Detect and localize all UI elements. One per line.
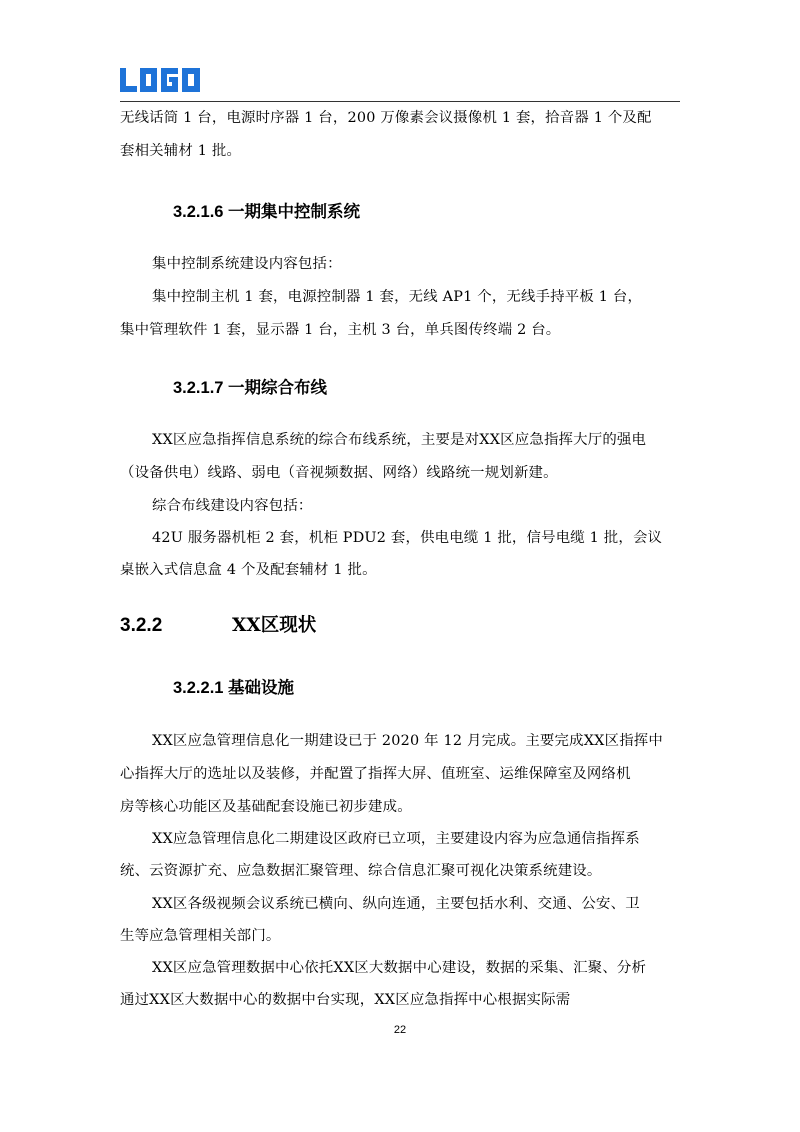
paragraph-line: 42U 服务器机柜 2 套，机柜 PDU2 套，供电电缆 1 批，信号电缆 1 批，会议 (152, 530, 663, 546)
paragraph-line: 套相关辅材 1 批。 (120, 143, 242, 159)
paragraph-line: 集中控制系统建设内容包括： (152, 256, 342, 272)
paragraph-line: 统、云资源扩充、应急数据汇聚管理、综合信息汇聚可视化决策系统建设。 (120, 863, 602, 879)
paragraph-line: XX应急管理信息化二期建设区政府已立项，主要建设内容为应急通信指挥系 (152, 831, 640, 847)
paragraph-line: 无线话筒 1 台，电源时序器 1 台，200 万像素会议摄像机 1 套，拾音器 1 个及配 (120, 110, 652, 126)
paragraph-line: XX区应急管理信息化一期建设已于 2020 年 12 月完成。主要完成XX区指挥中 (152, 733, 663, 749)
heading-3-2-2-number: 3.2.2 (120, 615, 163, 636)
paragraph-line: 生等应急管理相关部门。 (120, 928, 281, 944)
paragraph-line: （设备供电）线路、弱电（音视频数据、网络）线路统一规划新建。 (120, 465, 558, 481)
heading-3-2-1-6: 3.2.1.6 一期集中控制系统 (173, 203, 361, 221)
logo (120, 66, 202, 96)
heading-3-2-2-title: XX区现状 (232, 615, 317, 636)
logo-graphic (120, 66, 202, 94)
paragraph-line: XX区各级视频会议系统已横向、纵向连通，主要包括水利、交通、公安、卫 (152, 896, 640, 912)
paragraph-line: 集中控制主机 1 套，电源控制器 1 套，无线 AP1 个，无线手持平板 1 台， (152, 289, 643, 305)
paragraph-line: 综合布线建设内容包括： (152, 498, 313, 514)
paragraph-line: 桌嵌入式信息盒 4 个及配套辅材 1 批。 (120, 562, 377, 578)
paragraph-line: 集中管理软件 1 套，显示器 1 台，主机 3 台，单兵图传终端 2 台。 (120, 322, 561, 338)
heading-3-2-1-7: 3.2.1.7 一期综合布线 (173, 379, 328, 397)
paragraph-line: XX区应急指挥信息系统的综合布线系统，主要是对XX区应急指挥大厅的强电 (152, 432, 647, 448)
paragraph-line: XX区应急管理数据中心依托XX区大数据中心建设，数据的采集、汇聚、分析 (152, 960, 647, 976)
heading-3-2-2-1: 3.2.2.1 基础设施 (173, 679, 295, 697)
paragraph-line: 通过XX区大数据中心的数据中台实现，XX区应急指挥中心根据实际需 (120, 992, 571, 1008)
paragraph-line: 房等核心功能区及基础配套设施已初步建成。 (120, 799, 412, 815)
page-number: 22 (393, 1024, 407, 1036)
paragraph-line: 心指挥大厅的选址以及装修，并配置了指挥大屏、值班室、运维保障室及网络机 (120, 766, 631, 782)
